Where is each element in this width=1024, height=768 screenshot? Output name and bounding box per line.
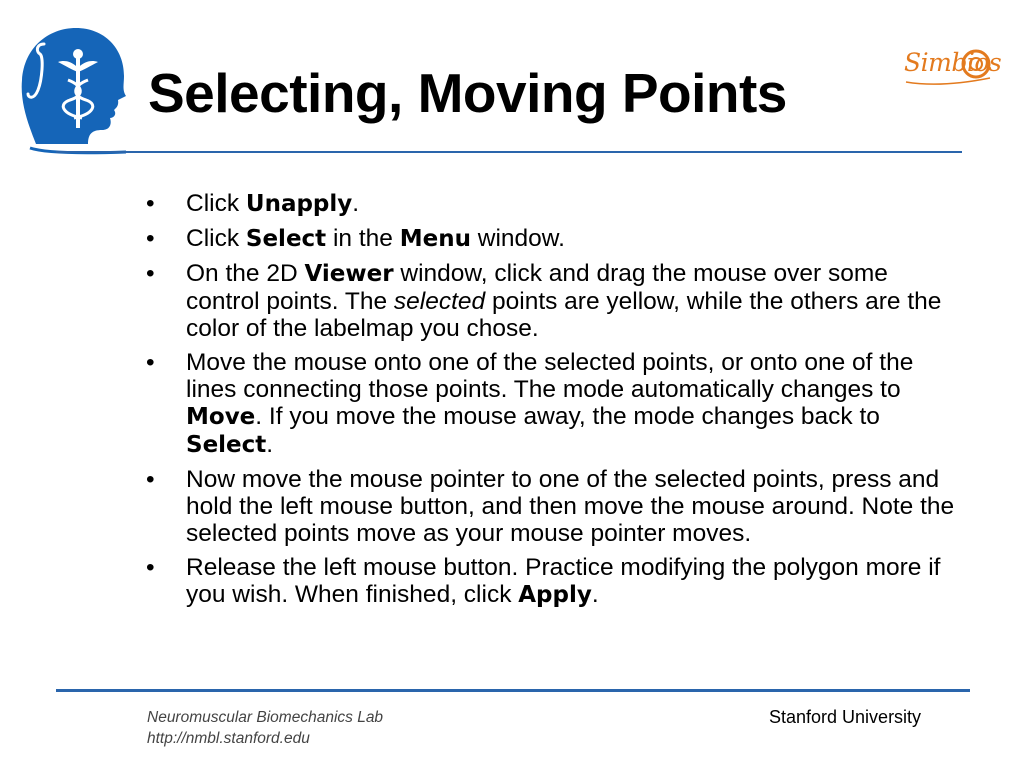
- bullet-text: .: [591, 581, 599, 608]
- footer-divider: [56, 689, 970, 692]
- list-item: [142, 190, 962, 218]
- bullet-text: window, click and drag the mouse over some control points. The: [186, 260, 888, 315]
- slide-title: Selecting, Moving Points: [148, 62, 787, 124]
- keyword-move: Move: [186, 404, 256, 430]
- keyword-menu: Menu: [399, 226, 471, 252]
- bullet-dot: •: [146, 466, 155, 493]
- title-divider: [56, 151, 962, 153]
- keyword-select: Select: [245, 226, 327, 252]
- bullet-dot: •: [146, 260, 155, 287]
- bullet-dot: •: [146, 225, 155, 252]
- simbios-logo-text: Simbios: [904, 48, 1002, 77]
- emphasis-selected: selected: [393, 288, 486, 315]
- instruction-list: [142, 190, 962, 616]
- footer-university: Stanford University: [769, 707, 922, 727]
- keyword-viewer: Viewer: [304, 261, 394, 287]
- keyword-select: Select: [186, 432, 267, 458]
- list-item: [142, 225, 962, 253]
- footer-lab-name: Neuromuscular Biomechanics Lab: [147, 709, 384, 726]
- slicer-head-logo-icon: [18, 24, 130, 156]
- footer-url: http://nmbl.stanford.edu: [147, 730, 310, 747]
- bullet-text: .: [266, 431, 274, 458]
- bullet-dot: •: [146, 349, 155, 376]
- bullet-text: Move the mouse onto one of the selected points, or onto one of the lines connecting those points. The mode automatically changes to: [186, 349, 914, 403]
- bullet-dot: •: [146, 190, 155, 217]
- list-item: [142, 466, 962, 547]
- bullet-dot: •: [146, 554, 155, 581]
- bullet-text: window.: [470, 225, 565, 252]
- bullet-text: .: [352, 190, 360, 217]
- bullet-text: in the: [326, 225, 400, 252]
- list-item: [142, 554, 962, 609]
- bullet-text: Click: [186, 225, 246, 252]
- bullet-text: Click: [186, 190, 246, 217]
- bullet-text: points are yellow, while the others are the color of the labelmap you chose.: [186, 288, 942, 342]
- bullet-text: Now move the mouse pointer to one of the selected points, press and hold the left mouse button, and then move the mouse around. Note the selected points move as your mouse pointer moves.: [186, 466, 955, 547]
- bullet-text: Release the left mouse button. Practice modifying the polygon more if you wish. When finished, click: [186, 554, 941, 608]
- list-item: [142, 349, 962, 459]
- list-item: [142, 260, 962, 342]
- simbios-logo: [900, 42, 1002, 88]
- bullet-text: . If you move the mouse away, the mode changes back to: [255, 403, 880, 430]
- keyword-apply: Apply: [518, 582, 592, 608]
- keyword-unapply: Unapply: [245, 191, 353, 217]
- bullet-text: On the 2D: [186, 260, 305, 287]
- footer-lab-info: [147, 707, 383, 749]
